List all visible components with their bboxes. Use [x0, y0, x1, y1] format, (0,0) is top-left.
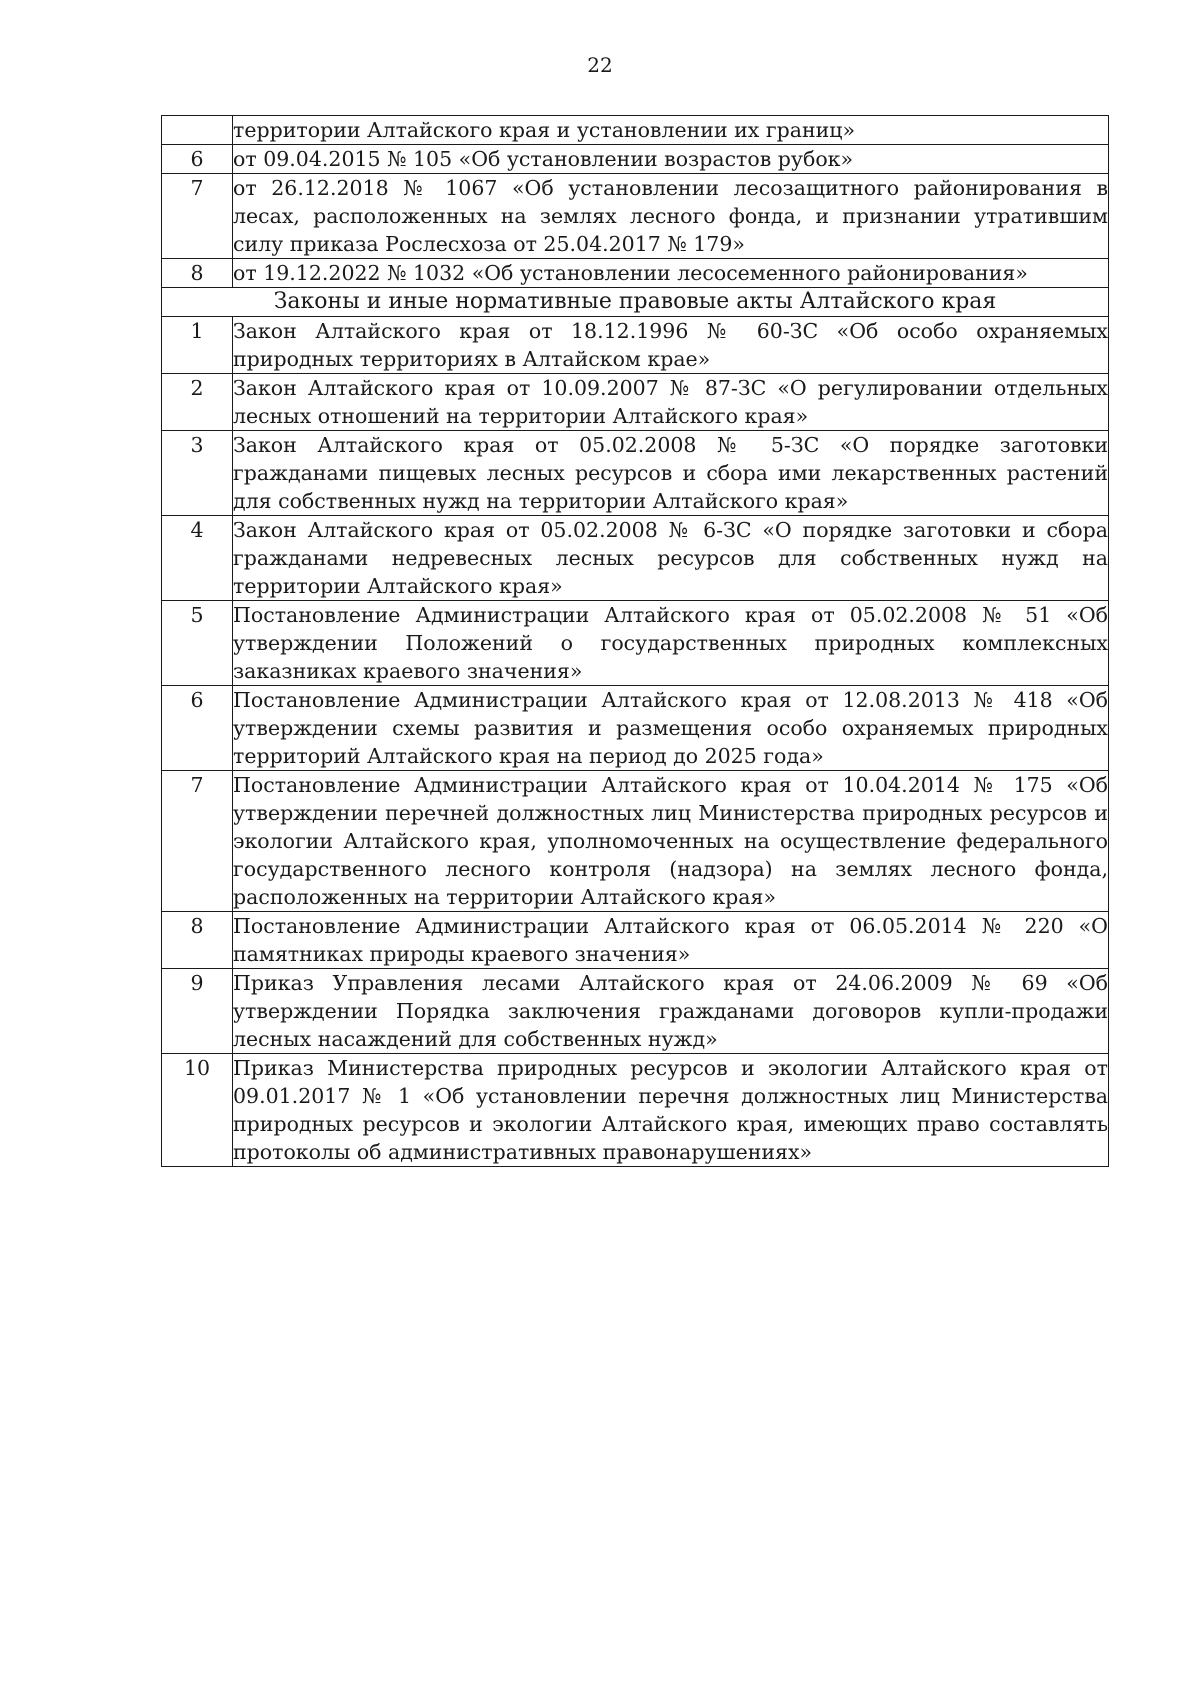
legal-act-description: Постановление Администрации Алтайского края от 05.02.2008 № 51 «Об утверждении Положений о государственных природных комплексных заказниках краевого значения» [233, 601, 1109, 686]
row-number: 6 [162, 145, 233, 174]
section-title: Законы и иные нормативные правовые акты Алтайского края [162, 288, 1109, 317]
legal-act-description: Постановление Администрации Алтайского края от 06.05.2014 № 220 «О памятниках природы краевого значения» [233, 912, 1109, 969]
legal-act-description: Закон Алтайского края от 05.02.2008 № 6-ЗС «О порядке заготовки и сбора гражданами недревесных лесных ресурсов для собственных нужд на территории Алтайского края» [233, 516, 1109, 601]
table-row [162, 374, 1109, 431]
legal-act-description: территории Алтайского края и установлении их границ» [233, 116, 1109, 145]
legal-act-description: от 26.12.2018 № 1067 «Об установлении лесозащитного районирования в лесах, расположенных на землях лесного фонда, и признании утратившим силу приказа Рослесхоза от 25.04.2017 № 179» [233, 174, 1109, 259]
table-row [162, 116, 1109, 145]
legal-act-description: Закон Алтайского края от 18.12.1996 № 60-ЗС «Об особо охраняемых природных территориях в Алтайском крае» [233, 317, 1109, 374]
table-row [162, 912, 1109, 969]
row-number: 8 [162, 912, 233, 969]
table-row [162, 601, 1109, 686]
legal-act-description: от 19.12.2022 № 1032 «Об установлении лесосеменного районирования» [233, 259, 1109, 288]
table-row [162, 174, 1109, 259]
table-row [162, 145, 1109, 174]
row-number: 8 [162, 259, 233, 288]
table-row [162, 431, 1109, 516]
legal-act-description: Приказ Управления лесами Алтайского края от 24.06.2009 № 69 «Об утверждении Порядка заключения гражданами договоров купли-продажи лесных насаждений для собственных нужд» [233, 969, 1109, 1054]
row-number: 5 [162, 601, 233, 686]
legal-acts-table-body [162, 116, 1109, 1167]
legal-act-description: Постановление Администрации Алтайского края от 10.04.2014 № 175 «Об утверждении перечней должностных лиц Министерства природных ресурсов и экологии Алтайского края, уполномоченных на осуществление федерального государственного лесного контроля (надзора) на землях лесного фонда, расположенных на территории Алтайского края» [233, 771, 1109, 912]
row-number: 6 [162, 686, 233, 771]
row-number [162, 116, 233, 145]
table-row [162, 317, 1109, 374]
legal-act-description: от 09.04.2015 № 105 «Об установлении возрастов рубок» [233, 145, 1109, 174]
legal-act-description: Приказ Министерства природных ресурсов и экологии Алтайского края от 09.01.2017 № 1 «Об установлении перечня должностных лиц Министерства природных ресурсов и экологии Алтайского края, имеющих право составлять протоколы об административных правонарушениях» [233, 1054, 1109, 1167]
row-number: 7 [162, 174, 233, 259]
table-row [162, 1054, 1109, 1167]
row-number: 7 [162, 771, 233, 912]
table-row [162, 969, 1109, 1054]
row-number: 1 [162, 317, 233, 374]
table-row [162, 259, 1109, 288]
page-number: 22 [587, 53, 613, 77]
legal-act-description: Закон Алтайского края от 05.02.2008 № 5-ЗС «О порядке заготовки гражданами пищевых лесных ресурсов и сбора ими лекарственных растений для собственных нужд на территории Алтайского края» [233, 431, 1109, 516]
table-row [162, 686, 1109, 771]
row-number: 9 [162, 969, 233, 1054]
section-header-row [162, 288, 1109, 317]
row-number: 4 [162, 516, 233, 601]
legal-act-description: Закон Алтайского края от 10.09.2007 № 87-ЗС «О регулировании отдельных лесных отношений на территории Алтайского края» [233, 374, 1109, 431]
table-row [162, 516, 1109, 601]
table-row [162, 771, 1109, 912]
legal-acts-table [161, 115, 1109, 1167]
row-number: 10 [162, 1054, 233, 1167]
legal-act-description: Постановление Администрации Алтайского края от 12.08.2013 № 418 «Об утверждении схемы развития и размещения особо охраняемых природных территорий Алтайского края на период до 2025 года» [233, 686, 1109, 771]
row-number: 2 [162, 374, 233, 431]
row-number: 3 [162, 431, 233, 516]
